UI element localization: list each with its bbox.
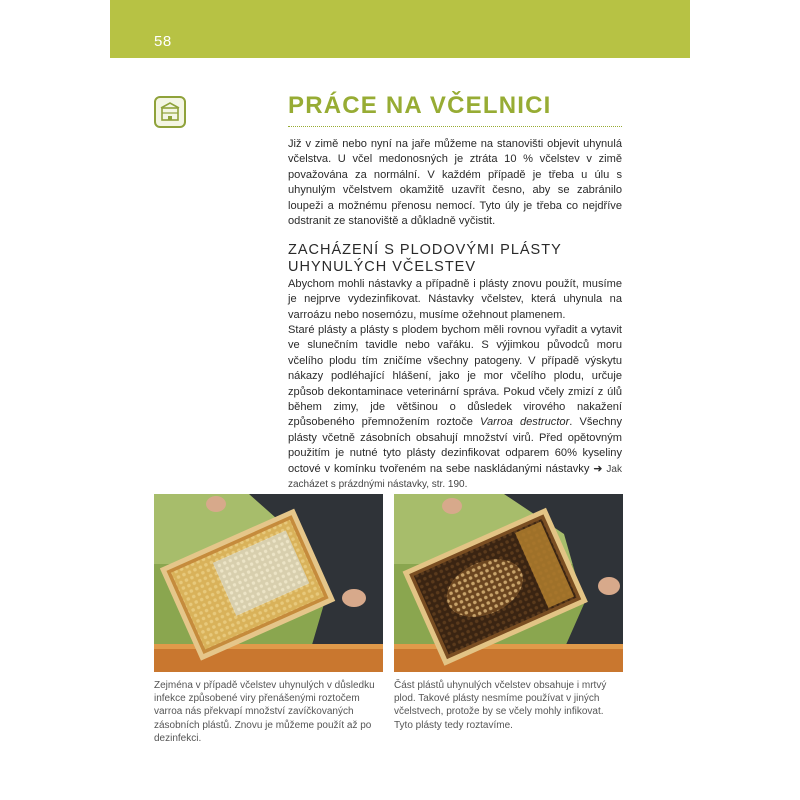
cross-reference-link[interactable]: Jak zacházet s prázdnými nástavky, str. 190. xyxy=(288,463,622,491)
title-rule xyxy=(288,126,622,127)
combs-paragraph xyxy=(288,323,622,492)
caption-right: Část plástů uhynulých včelstev obsahuje i mrtvý plod. Takové plásty nesmíme používat v jiných včelstvech, protože by se včely mohly infikovat. Tyto plásty tedy roztavíme. xyxy=(394,680,607,731)
book-page xyxy=(110,0,690,800)
beehive-icon xyxy=(154,96,186,128)
disinfect-paragraph: Abychom mohli nástavky a případně i plásty znovu použít, musíme je nejprve vydezinfikovat. Nástavky včelstev, která uhynula na varroázu nebo nosemózu, musíme ožehnout plamenem. xyxy=(288,278,622,321)
arrow-icon: ➜ xyxy=(593,462,603,475)
combs-text-part1: Staré plásty a plásty s plodem bychom měli rovnou vyřadit a vytavit ve slunečním tavidle nebo vařáku. S výjimkou původců moru včelího plodu tím zničíme všechny patogeny. V případě výskytu nákazy podléhající hlášení, jako je mor včelího plodu, určuje způsob dekontaminace veterinární správa. Pokud včely zmizí z úlů během zimy, jde většinou o důsledek virového nakažení způsobeného přemnožením roztoče xyxy=(288,324,622,429)
brood-comb-photo xyxy=(394,494,623,672)
intro-paragraph: Již v zimě nebo nyní na jaře můžeme na stanovišti objevit uhynulá včelstva. U včel medonosných je ztráta 10 % včelstev v zimě považována za normální. V každém případě je třeba u úlu s uhynulým včelstvem okamžitě uzavřít česno, aby se zabránilo loupeži a možnému přenosu nemocí. Tyto úly je třeba co nejdříve odstranit ze stanoviště a důkladně vyčistit. xyxy=(288,138,622,228)
header-band xyxy=(110,0,690,58)
subheading: ZACHÁZENÍ S PLODOVÝMI PLÁSTY UHYNULÝCH VČELSTEV xyxy=(288,242,562,275)
caption-left: Zejména v případě včelstev uhynulých v důsledku infekce způsobené viry přenášenými roztočem varroa nás překvapí množství zavíčkovaných zásobních plástů. Znovu je můžeme použít až po dezinfekci. xyxy=(154,680,375,744)
honeycomb-frame-photo xyxy=(154,494,383,672)
combs-text-part2: . Všechny plásty včetně zásobních obsahují množství virů. Před opětovným použitím je nutné tyto plásty dezinfikovat odparem 60% kyseliny octové v komínku tvořeném na sebe naskládanými nástavky xyxy=(288,416,622,475)
section-title: PRÁCE NA VČELNICI xyxy=(288,92,552,119)
page-number: 58 xyxy=(154,33,172,50)
species-name: Varroa destructor xyxy=(480,416,570,429)
